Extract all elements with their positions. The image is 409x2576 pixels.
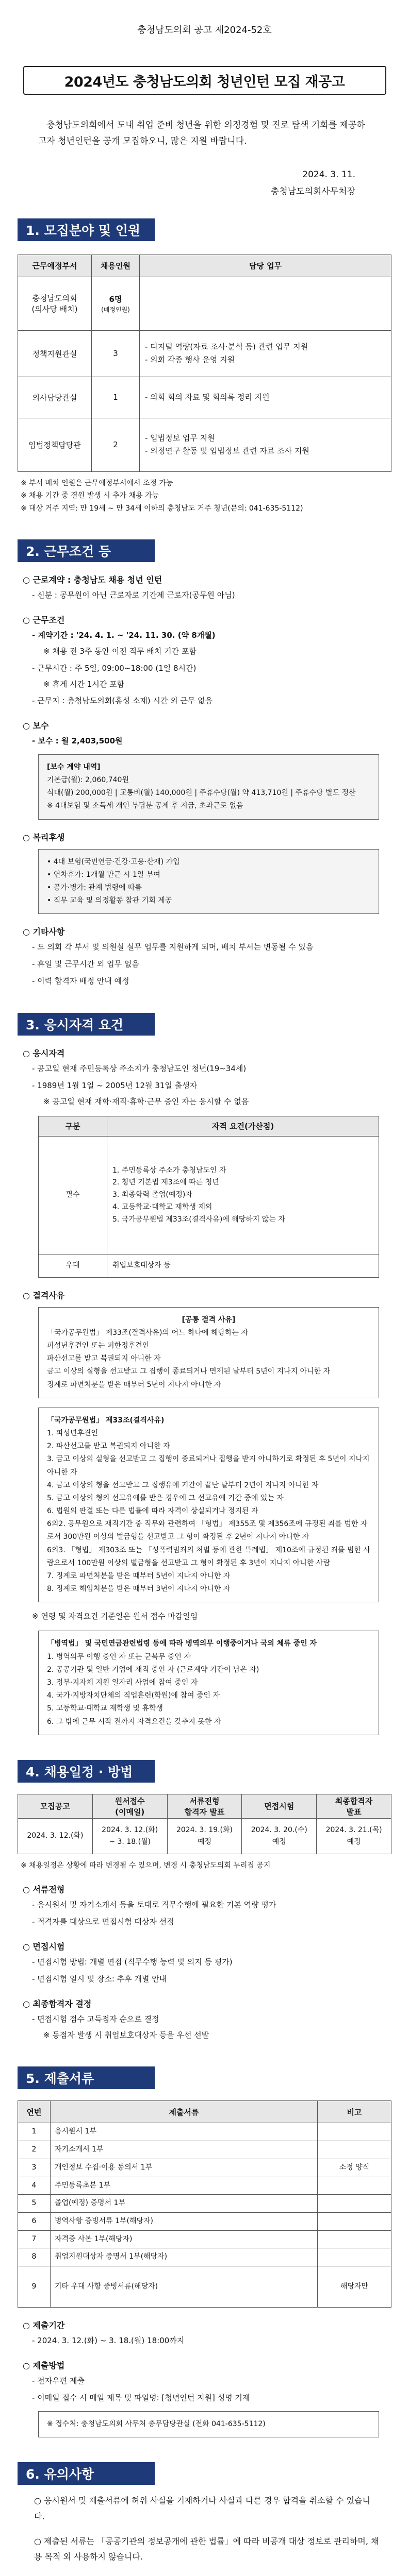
box-line: 징계로 파면처분을 받은 때부터 5년이 지나지 아니한 자	[47, 1380, 221, 1389]
duty-cell: - 입법정보 업무 지원 - 의정연구 활동 및 입법정보 관련 자료 조사 지원	[140, 418, 391, 471]
doc-name: 자기소개서 1부	[51, 2141, 318, 2159]
text-line: - 응시원서 및 자기소개서 등을 토대로 직무수행에 필요한 기본 역량 평가	[32, 1900, 276, 1910]
intro-paragraph: 충청남도의회에서 도내 취업 준비 청년을 위한 의정경험 및 진로 탐색 기회를 제공하고자 청년인턴을 공개 모집하오니, 많은 지원 바랍니다.	[38, 120, 365, 147]
doc-no: 5	[18, 2195, 51, 2213]
box-line: 7. 징계로 파면처분을 받은 때부터 5년이 지나지 아니한 자	[47, 1572, 231, 1580]
doc-name: 응시원서 1부	[51, 2123, 318, 2141]
law-box	[38, 1408, 379, 1603]
text-line: - 휴일 및 근무시간 외 업무 없음	[32, 959, 139, 969]
notice-item: ○ 응시원서 및 제출서류에 허위 사실을 기재하거나 사실과 다른 경우 합격을 취소할 수 있습니다.	[34, 2496, 370, 2521]
schedule-header: 최종합격자 발표	[317, 1794, 391, 1818]
schedule-header: 면접시험	[242, 1794, 317, 1818]
text-line: - 이메일 접수 시 메일 제목 및 파일명: [청년인턴 지원] 성명 기재	[32, 2393, 250, 2402]
col-count: 채용인원	[92, 255, 140, 277]
subheading: ○ 최종합격자 결정	[23, 1999, 92, 2009]
box-line: 기본급(월): 2,060,740원	[47, 776, 129, 785]
box-line: 「국가공무원법」 제33조(결격사유)의 어느 하나에 해당하는 자	[47, 1328, 249, 1337]
text-line: - 공고일 현재 주민등록상 주소지가 충청남도인 청년(19~34세)	[32, 1064, 247, 1074]
documents-table	[18, 2100, 391, 2308]
doc-no: 3	[18, 2159, 51, 2177]
text-line: - 면접시험 점수 고득점자 순으로 결정	[32, 2014, 159, 2024]
doc-name: 병역사항 증빙서류 1부(해당자)	[51, 2212, 318, 2230]
box-line: 8. 징계로 해임처분을 받은 때부터 3년이 지나지 아니한 자	[47, 1585, 231, 1594]
text-line: - 2024. 3. 12.(화) ~ 3. 18.(월) 18:00까지	[32, 2335, 185, 2345]
schedule-cell: 2024. 3. 12.(화)	[18, 1818, 93, 1854]
doc-no: 7	[18, 2230, 51, 2248]
contact-box: ※ 접수처: 충청남도의회 사무처 총무담당관실 (전화 041-635-5112)	[38, 2411, 379, 2437]
welfare-box	[38, 849, 379, 914]
schedule-header: 원서접수 (이메일)	[92, 1794, 167, 1818]
schedule-cell: 2024. 3. 19.(화) 예정	[167, 1818, 242, 1854]
box-title: [공통 결격 사유]	[182, 1315, 236, 1324]
box-line: 파산선고를 받고 복권되지 아니한 자	[47, 1354, 161, 1363]
dept-cell: 정책지원관실	[18, 330, 92, 377]
text-line: - 도 의회 각 부서 및 의원실 실무 업무를 지원하게 되며, 배치 부서는 변동될 수 있음	[32, 942, 314, 952]
text-line: - 계약기간 : '24. 4. 1. ~ '24. 11. 30. (약 8개월)	[32, 631, 216, 640]
box-line: • 4대 보험(국민연금·건강·고용·산재) 가입	[47, 857, 180, 866]
section-6-title: 6. 유의사항	[18, 2462, 155, 2485]
dept-cell: 의사담당관실	[18, 377, 92, 418]
box-line: 5. 고등학교·대학교 재학생 및 휴학생	[47, 1704, 163, 1713]
section-2-title: 2. 근무조건 등	[18, 539, 155, 562]
text-line: - 신분 : 공무원이 아닌 근로자로 기간제 근로자(공무원 아님)	[32, 590, 235, 600]
pay-box	[38, 754, 379, 820]
doc-remark	[318, 2141, 391, 2159]
notice-item: ○ 제출된 서류는 「공공기관의 정보공개에 관한 법률」에 따라 비공개 대상 정보로 관리하며, 채용 목적 외 사용하지 않습니다.	[34, 2536, 379, 2562]
qual-value: 취업보호대상자 등	[107, 1255, 379, 1277]
box-line: 2. 공공기관 및 일반 기업에 재직 중인 자 (근로계약 기간이 남은 자)	[47, 1665, 259, 1674]
box-line: 1. 병역의무 이행 중인 자 또는 군복무 중인 자	[47, 1652, 191, 1661]
duty-cell	[140, 277, 391, 330]
schedule-table	[18, 1794, 391, 1854]
text-line: - 전자우편 제출	[32, 2376, 85, 2385]
doc-remark	[318, 2230, 391, 2248]
col-type: 구분	[39, 1116, 107, 1136]
subheading: ○ 서류전형	[23, 1885, 65, 1895]
doc-remark: 소정 양식	[318, 2159, 391, 2177]
col-no: 연번	[18, 2101, 51, 2123]
doc-remark	[318, 2123, 391, 2141]
box-line: 1. 피성년후견인	[47, 1429, 98, 1437]
schedule-cell: 2024. 3. 12.(화) ~ 3. 18.(월)	[92, 1818, 167, 1854]
doc-no: 2	[18, 2141, 51, 2159]
text-line: - 근무시간 : 주 5일, 09:00~18:00 (1일 8시간)	[32, 663, 197, 673]
box-line: 6. 그 밖에 근무 시작 전까지 자격요건을 갖추지 못한 자	[47, 1717, 221, 1726]
doc-remark	[318, 2177, 391, 2195]
schedule-header: 서류전형 합격자 발표	[167, 1794, 242, 1818]
announcement-date: 2024. 3. 11.	[302, 169, 355, 180]
text-line: ※ 동점자 발생 시 취업보호대상자 등을 우선 선발	[43, 2030, 209, 2040]
text-line: ※ 연령 및 자격요건 기준일은 원서 접수 마감일임	[32, 1612, 198, 1621]
box-title: 「국가공무원법」 제33조(결격사유)	[47, 1416, 165, 1425]
box-line: 식대(월) 200,000원 | 교통비(월) 140,000원 | 주휴수당(월) 약 413,710원 | 주휴수당 별도 정산	[47, 789, 356, 798]
qual-type: 우대	[39, 1255, 107, 1277]
box-line: 5. 금고 이상의 형의 선고유예를 받은 경우에 그 선고유예 기간 중에 있는 자	[47, 1494, 284, 1502]
doc-no: 8	[18, 2248, 51, 2266]
text-line: - 적격자를 대상으로 면접시험 대상자 선정	[32, 1917, 174, 1927]
col-requirement: 자격 요건(가산점)	[107, 1116, 379, 1136]
section-5-title: 5. 제출서류	[18, 2066, 155, 2089]
box-line: 6의2. 공무원으로 재직기간 중 직무와 관련하여 「형법」 제355조 및 제356조에 규정된 죄를 범한 자로서 300만원 이상의 벌금형을 선고받고 그 형이 확정된 후 2년이 지나지 아니한 자	[47, 1520, 368, 1541]
box-line: [보수 계약 내역]	[47, 762, 101, 771]
box-line: 3. 정부·지자체 지원 일자리 사업에 참여 중인 자	[47, 1678, 198, 1687]
box-line: 4. 국가·지방자치단체의 직업훈련(학원)에 참여 중인 자	[47, 1691, 220, 1700]
schedule-note: ※ 채용일정은 상황에 따라 변경될 수 있으며, 변경 시 충청남도의회 누리집 공지	[21, 1861, 271, 1870]
note-line: ※ 부서 배치 인원은 근무예정부서에서 조정 가능	[21, 479, 173, 487]
dept-cell: 충청남도의회 (의사당 배치)	[18, 277, 92, 330]
doc-no: 4	[18, 2177, 51, 2195]
text-line: ※ 휴게 시간 1시간 포함	[43, 679, 125, 689]
qual-value: 1. 주민등록상 주소가 충청남도인 자 2. 청년 기본법 제3조에 따른 청년 3. 최종학력 졸업(예정)자 4. 고등학교·대학교 재학생 제외 5. 국가공무원법 제33조(결격사유)에 해당하지 않는 자	[107, 1136, 379, 1255]
exclusion-box	[38, 1631, 379, 1735]
count-cell: 2	[92, 418, 140, 471]
recruit-notes	[21, 477, 388, 515]
doc-remark: 해당자만	[318, 2266, 391, 2307]
dept-cell: 입법정책담당관	[18, 418, 92, 471]
doc-remark	[318, 2212, 391, 2230]
box-line: • 연차휴가: 1개월 만근 시 1일 부여	[47, 870, 160, 879]
duty-cell: - 디지털 역량(자료 조사·분석 등) 관련 업무 지원 - 의회 각종 행사 운영 지원	[140, 330, 391, 377]
col-remark: 비고	[318, 2101, 391, 2123]
duty-cell: - 의회 회의 자료 및 회의록 정리 지원	[140, 377, 391, 418]
doc-name: 자격증 사본 1부(해당자)	[51, 2230, 318, 2248]
doc-name: 주민등록초본 1부	[51, 2177, 318, 2195]
box-line: 금고 이상의 실형을 선고받고 그 집행이 종료되거나 면제된 날부터 5년이 지나지 아니한 자	[47, 1367, 331, 1376]
subheading: ○ 면접시험	[23, 1942, 65, 1952]
text-line: - 근무지 : 충청남도의회(홍성 소재) 시간 외 근무 없음	[32, 696, 213, 705]
subheading: ○ 보수	[23, 720, 49, 731]
box-line: 6. 법원의 판결 또는 다른 법률에 따라 자격이 상실되거나 정지된 자	[47, 1507, 258, 1516]
section-4-title: 4. 채용일정 · 방법	[18, 1760, 155, 1783]
col-document: 제출서류	[51, 2101, 318, 2123]
count-cell: 3	[92, 330, 140, 377]
qual-type: 필수	[39, 1136, 107, 1255]
subheading: ○ 복리후생	[23, 832, 65, 842]
doc-name: 취업지원대상자 증명서 1부(해당자)	[51, 2248, 318, 2266]
qualification-table	[38, 1116, 379, 1278]
subheading: ○ 근무조건	[23, 615, 65, 625]
schedule-cell: 2024. 3. 20.(수) 예정	[242, 1818, 317, 1854]
recruit-table	[18, 255, 391, 472]
document-title: 2024년도 충청남도의회 청년인턴 모집 재공고	[23, 66, 386, 95]
col-dept: 근무예정부서	[18, 255, 92, 277]
col-duty: 담당 업무	[140, 255, 391, 277]
doc-no: 9	[18, 2266, 51, 2307]
box-line: 6의3. 「형법」 제303조 또는 「성폭력범죄의 처벌 등에 관한 특례법」 제10조에 규정된 죄를 범한 사람으로서 100만원 이상의 벌금형을 선고받고 그 형이 확정된 후 3년이 지나지 아니한 사람	[47, 1546, 370, 1567]
issuer: 충청남도의회사무처장	[270, 186, 355, 197]
text-line: - 면접시험 일시 및 장소: 추후 개별 안내	[32, 1974, 167, 1984]
box-line: 2. 파산선고를 받고 복권되지 아니한 자	[47, 1442, 170, 1451]
announcement-number: 충청남도의회 공고 제2024-52호	[137, 25, 272, 36]
subheading: ○ 결격사유	[23, 1290, 65, 1300]
disqualification-box	[38, 1307, 379, 1398]
subheading: ○ 제출기간	[23, 2320, 65, 2330]
box-title: 「병역법」 및 국민연금관련법령 등에 따라 병역의무 이행중이거나 국외 체류 중인 자	[47, 1639, 317, 1648]
schedule-header: 모집공고	[18, 1794, 93, 1818]
box-line: 4. 금고 이상의 형을 선고받고 그 집행유예 기간이 끝난 날부터 2년이 지나지 아니한 자	[47, 1481, 319, 1489]
schedule-cell: 2024. 3. 21.(목) 예정	[317, 1818, 391, 1854]
subheading: ○ 기타사항	[23, 927, 65, 937]
text-line: - 면접시험 방법: 개별 면접 (직무수행 능력 및 의지 등 평가)	[32, 1957, 233, 1967]
box-line: • 공가·병가: 관계 법령에 따름	[47, 884, 142, 892]
note-line: ※ 대상 거주 지역: 만 19세 ~ 만 34세 이하의 충청남도 거주 청년(문의: 041-635-5112)	[21, 504, 303, 513]
doc-name: 기타 우대 사항 증빙서류(해당자)	[51, 2266, 318, 2307]
text-line: ※ 공고일 현재 재학·재직·휴학·근무 중인 자는 응시할 수 없음	[43, 1097, 249, 1107]
box-line: 3. 금고 이상의 실형을 선고받고 그 집행이 종료되거나 집행을 받지 아니하기로 확정된 후 5년이 지나지 아니한 자	[47, 1455, 370, 1477]
text-line: ※ 채용 전 3주 동안 이전 직무 배치 기간 포함	[43, 647, 197, 656]
doc-name: 졸업(예정) 증명서 1부	[51, 2195, 318, 2213]
text-line: - 이력 합격자 배정 안내 예정	[32, 976, 129, 986]
doc-remark	[318, 2248, 391, 2266]
subheading: ○ 응시자격	[23, 1048, 65, 1059]
section-1-title: 1. 모집분야 및 인원	[18, 218, 155, 241]
box-line: ※ 4대보험 및 소득세 개인 부담분 공제 후 지급, 초과근로 없음	[47, 802, 243, 810]
count-cell: 1	[92, 377, 140, 418]
text-line: - 보수 : 월 2,403,500원	[32, 736, 123, 745]
notice-list	[34, 2493, 379, 2576]
subheading: ○ 근로계약 : 충청남도 채용 청년 인턴	[23, 575, 162, 585]
doc-remark	[318, 2195, 391, 2213]
doc-name: 개인정보 수집·이용 동의서 1부	[51, 2159, 318, 2177]
doc-no: 1	[18, 2123, 51, 2141]
section-3-title: 3. 응시자격 요건	[18, 1013, 155, 1036]
subheading: ○ 제출방법	[23, 2360, 65, 2370]
text-line: - 1989년 1월 1일 ~ 2005년 12월 31일 출생자	[32, 1081, 198, 1091]
count-cell: 6명 (배정인원)	[92, 277, 140, 330]
doc-no: 6	[18, 2212, 51, 2230]
box-line: • 직무 교육 및 의정활동 참관 기회 제공	[47, 896, 172, 905]
box-line: 피성년후견인 또는 피한정후견인	[47, 1342, 150, 1350]
note-line: ※ 채용 기간 중 결원 발생 시 추가 채용 가능	[21, 492, 159, 500]
